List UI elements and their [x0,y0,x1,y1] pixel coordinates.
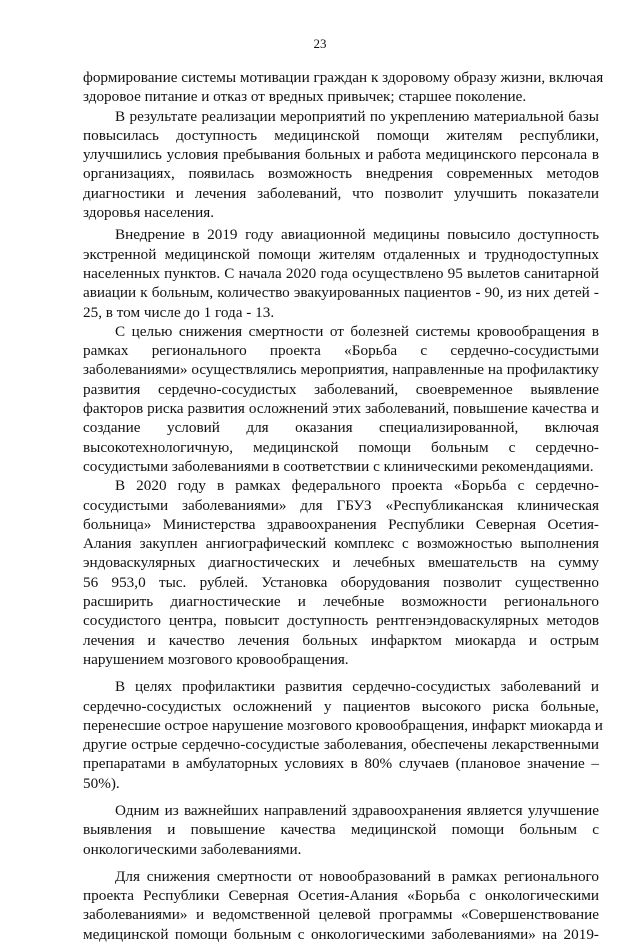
text-line: другие острые сердечно-сосудистые заболевания, обеспечены лекарственными [83,736,599,754]
text-line: С целью снижения смертности от болезней системы кровообращения в [115,322,599,340]
text-line: сердечно-сосудистых осложнений у пациентов высокого риска больные, [83,697,599,715]
text-line: лечения и качество лечения больных инфарктом миокарда и острым [83,631,599,649]
text-line: организациях, появилась возможность внедрения современных методов [83,165,599,183]
text-line: онкологическими заболеваниями. [83,840,302,858]
text-line: рамках регионального проекта «Борьба с сердечно-сосудистыми [83,342,599,360]
text-line: формирование системы мотивации граждан к здоровому образу жизни, включая [83,69,604,86]
text-line: больница» Министерства здравоохранения Республики Северная Осетия- [83,515,599,533]
paragraph-angiographic-complex [83,476,599,669]
text-line: сосудистого центра, повысит доступность рентгенэндоваскулярных методов [83,612,599,630]
text-line: В 2020 году в рамках федерального проекта «Борьба с сердечно- [115,477,599,495]
text-line: Алания закуплен ангиографический комплекс с возможностью выполнения [83,535,599,553]
text-line: населенных пунктов. С начала 2020 года осуществлено 95 вылетов санитарной [83,264,599,282]
text-line: сосудистыми заболеваниями в соответствии с клиническими рекомендациями. [83,457,594,475]
text-line: эндоваскулярных диагностических и лечебных вмешательств на сумму [83,554,599,572]
text-line: улучшились условия пребывания больных и работа медицинского персонала в [83,146,599,164]
text-line: В целях профилактики развития сердечно-сосудистых заболеваний и [115,678,599,696]
text-line: расширить диагностические и лечебные возможности регионального [83,593,599,611]
text-line: экстренной медицинской помощи жителям отдаленных и труднодоступных [83,245,599,263]
paragraph-circulatory-project [83,322,599,476]
text-line: развития сердечно-сосудистых заболеваний, своевременное выявление [83,380,599,398]
document-body [83,68,604,944]
text-line: авиации к больным, количество эвакуированных пациентов - 90, из них детей - [83,284,599,302]
text-line: 50%). [83,774,120,792]
text-line: Внедрение в 2019 году авиационной медицины повысило доступность [115,226,599,244]
paragraph-oncology-project [83,867,599,944]
text-line: диагностики и лечения заболеваний, что позволит улучшить показатели [83,184,599,202]
text-line: заболеваниями» и ведомственной целевой программы «Совершенствование [83,906,599,924]
text-line: здоровое питание и отказ от вредных привычек; старшее поколение. [83,88,527,106]
text-line: факторов риска развития осложнений этих заболеваний, повышение качества и [83,400,599,418]
text-line: проекта Республики Северная Осетия-Алания «Борьба с онкологическими [83,887,599,905]
text-line: перенесшие острое нарушение мозгового кровообращения, инфаркт миокарда и [83,716,603,734]
text-line: медицинской помощи больным с онкологическими заболеваниями» на 2019- [83,925,599,943]
paragraph-material-base [83,107,599,223]
text-line: нарушением мозгового кровообращения. [83,650,349,668]
text-line: Одним из важнейших направлений здравоохранения является улучшение [115,801,599,819]
text-line: В результате реализации мероприятий по укреплению материальной базы [115,107,599,125]
text-line: 25, в том числе до 1 года - 13. [83,303,275,321]
text-line: препаратами в амбулаторных условиях в 80% случаев (плановое значение – [83,755,599,773]
text-line: Для снижения смертности от новообразований в рамках регионального [115,867,599,885]
text-line: выявления и повышение качества медицинской помощи больным с [83,821,599,839]
paragraph-prevention-drugs [83,677,603,793]
paragraph-aviation-medicine [83,225,599,321]
paragraph-continuation [83,68,604,107]
page-number: 23 [313,36,327,51]
paragraph-oncology-priority [83,801,599,859]
text-line: 56 953,0 тыс. рублей. Установка оборудования позволит существенно [83,573,599,591]
text-line: сосудистыми заболеваниями» для ГБУЗ «Республиканская клиническая [83,496,599,514]
text-line: здоровья населения. [83,204,215,222]
text-line: повысилась доступность медицинской помощи жителям республики, [83,126,599,144]
text-line: заболеваниями» осуществлялись мероприятия, направленные на профилактику [83,361,599,379]
text-line: создание условий для оказания специализированной, включая [83,419,599,437]
text-line: высокотехнологичную, медицинской помощи больным с сердечно- [83,438,599,456]
